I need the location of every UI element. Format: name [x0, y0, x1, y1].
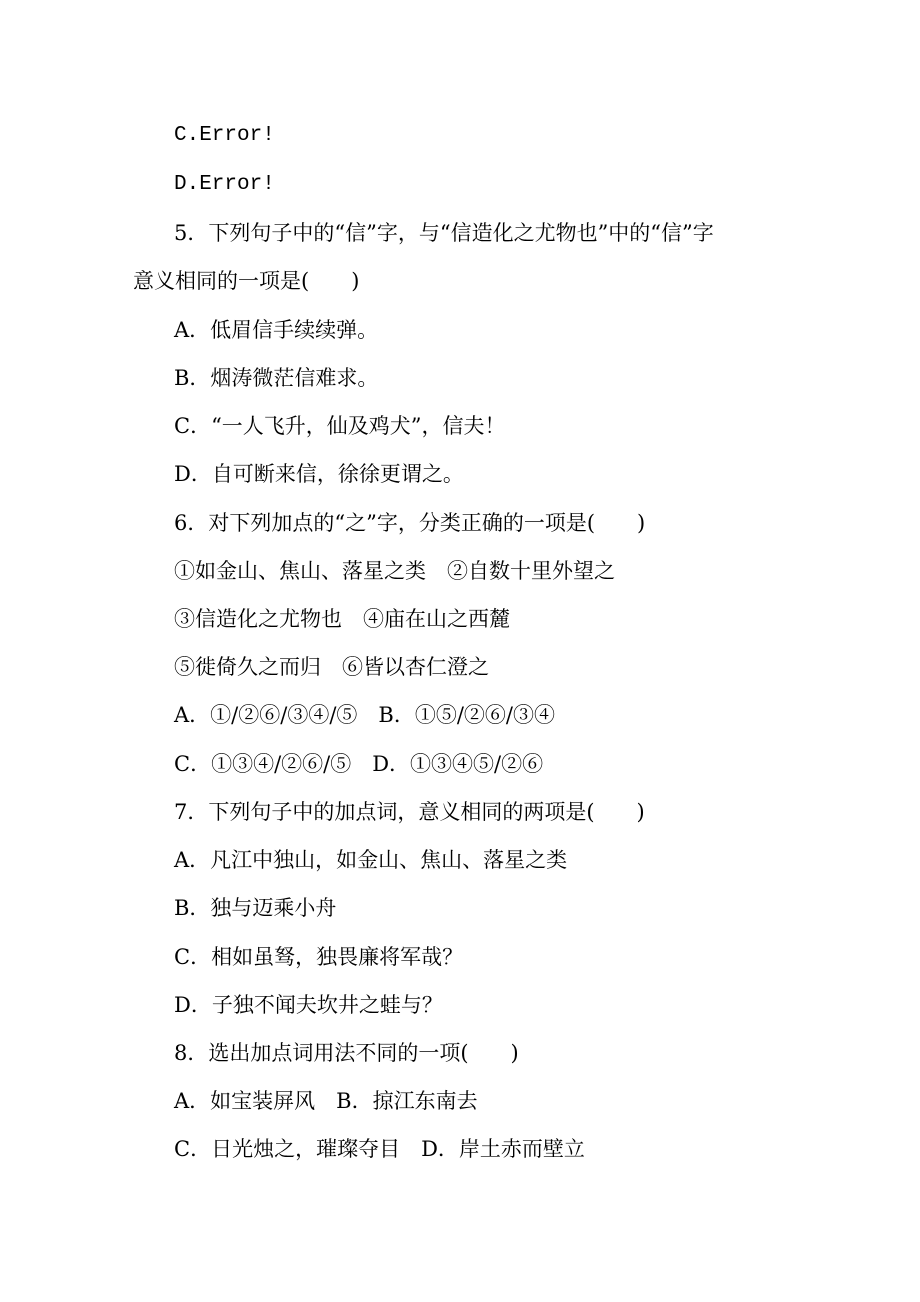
question-6-item-row-2: ③信造化之尤物也 ④庙在山之西麓 — [174, 607, 510, 631]
question-7-option-a: A．凡江中独山，如金山、焦山、落星之类 — [174, 848, 568, 872]
question-6-options-ab: A．①/②⑥/③④/⑤ B．①⑤/②⑥/③④ — [174, 703, 555, 727]
question-8-options-cd: C．日光烛之，璀璨夺目 D．岸土赤而壁立 — [174, 1137, 585, 1161]
question-5-stem: 5．下列句子中的“信”字，与“信造化之尤物也”中的“信”字 — [174, 221, 714, 245]
option-c-error: C.Error! — [174, 124, 275, 147]
question-8-stem: 8．选出加点词用法不同的一项( ) — [174, 1041, 519, 1065]
question-8-options-ab: A．如宝装屏风 B．掠江东南去 — [174, 1089, 478, 1113]
question-5-option-c: C．“一人飞升，仙及鸡犬”，信夫！ — [174, 414, 506, 438]
question-7-option-b: B．独与迈乘小舟 — [174, 896, 337, 920]
question-7-option-c: C．相如虽驽，独畏廉将军哉？ — [174, 945, 464, 969]
question-6-item-row-3: ⑤徙倚久之而归 ⑥皆以杏仁澄之 — [174, 655, 489, 679]
question-5-option-a: A．低眉信手续续弹。 — [174, 318, 379, 342]
question-5-stem-continued: 意义相同的一项是( ) — [133, 269, 360, 293]
question-6-options-cd: C．①③④/②⑥/⑤ D．①③④⑤/②⑥ — [174, 752, 544, 776]
question-7-stem: 7．下列句子中的加点词，意义相同的两项是( ) — [174, 800, 645, 824]
question-7-option-d: D．子独不闻夫坎井之蛙与？ — [174, 993, 443, 1017]
question-6-item-row-1: ①如金山、焦山、落星之类 ②自数十里外望之 — [174, 559, 615, 583]
option-d-error: D.Error! — [174, 173, 275, 196]
question-5-option-b: B．烟涛微茫信难求。 — [174, 366, 379, 390]
question-5-option-d: D．自可断来信，徐徐更谓之。 — [174, 462, 464, 486]
question-6-stem: 6．对下列加点的“之”字，分类正确的一项是( ) — [174, 511, 646, 535]
